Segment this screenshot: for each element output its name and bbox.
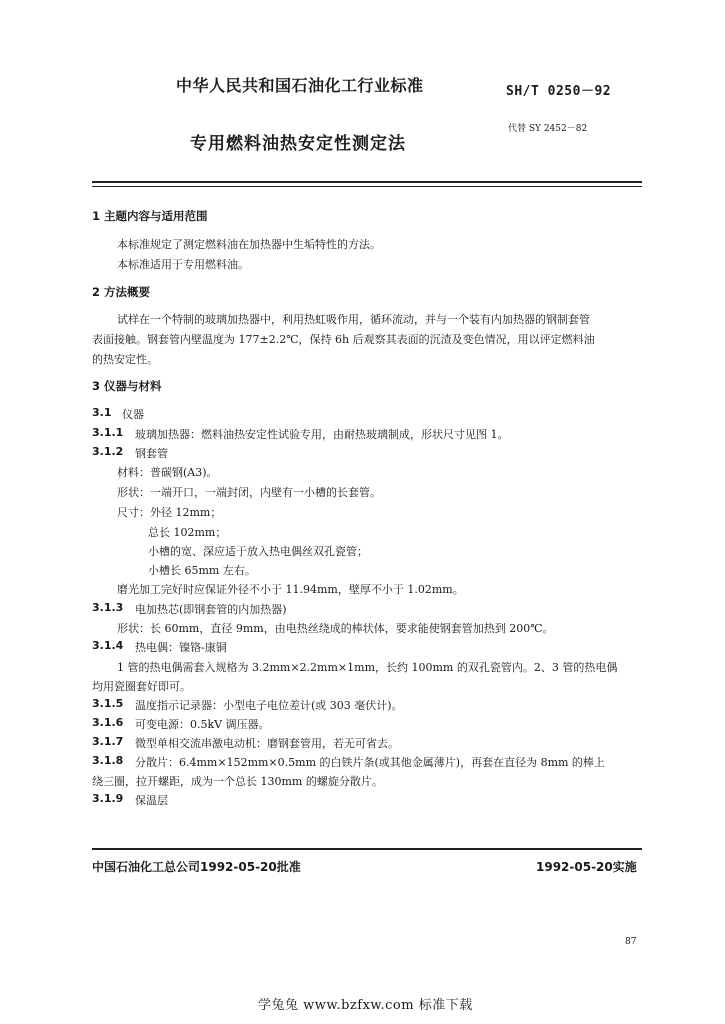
- section-1-line-1: 本标准规定了测定燃料油在加热器中生垢特性的方法。: [117, 238, 381, 251]
- approval-text: 中国石油化工总公司1992-05-20批准: [92, 860, 301, 874]
- replaces-note: 代替 SY 2452－82: [508, 124, 588, 134]
- item-number: 3.1.4: [92, 639, 124, 652]
- section-1-heading: 1 主题内容与适用范围: [92, 209, 208, 223]
- size-line: 总长 102mm；: [148, 526, 227, 539]
- section-2-line-3: 的热安定性。: [92, 353, 158, 366]
- item-text: 微型单相交流串激电动机：磨钢套管用，若无可省去。: [135, 737, 399, 750]
- section-2-line-2: 表面接触。钢套管内壁温度为 177±2.2℃，保持 6h 后观察其表面的沉渣及变色情况，用以评定燃料油: [92, 333, 595, 346]
- item-text: 钢套管: [135, 447, 168, 460]
- document-title: 专用燃料油热安定性测定法: [190, 134, 406, 154]
- item-text: 电加热芯(即钢套管的内加热器): [135, 603, 287, 616]
- item-text: 仪器: [122, 408, 144, 421]
- shape-line: 形状：一端开口，一端封闭，内壁有一小槽的长套管。: [117, 486, 381, 499]
- item-number: 3.1.2: [92, 445, 124, 458]
- footer-divider: [92, 848, 642, 850]
- item-number: 3.1.9: [92, 792, 124, 805]
- standard-code: SH/T 0250－92: [506, 84, 612, 99]
- item-text: 温度指示记录器：小型电子电位差计(或 303 毫伏计)。: [135, 699, 403, 712]
- item-text: 保温层: [135, 794, 168, 807]
- size-line: 尺寸：外径 12mm；: [117, 506, 222, 519]
- item-text-cont: 绕三圈，拉开螺距，成为一个总长 130mm 的螺旋分散片。: [92, 775, 383, 788]
- polish-line: 磨光加工完好时应保证外径不小于 11.94mm，壁厚不小于 1.02mm。: [117, 583, 464, 596]
- item-number: 3.1.3: [92, 601, 124, 614]
- item-number: 3.1.7: [92, 735, 124, 748]
- size-line: 小槽长 65mm 左右。: [148, 564, 256, 577]
- material-line: 材料：普碳钢(A3)。: [117, 466, 218, 479]
- item-number: 3.1.8: [92, 754, 124, 767]
- item-text: 热电偶：镍铬-康铜: [135, 641, 227, 654]
- item-number: 3.1.5: [92, 697, 124, 710]
- item-text: 玻璃加热器：燃料油热安定性试验专用，由耐热玻璃制成，形状尺寸见图 1。: [135, 428, 509, 441]
- item-text: 分散片：6.4mm×152mm×0.5mm 的白铁片条(或其他金属薄片)，再套在直径为 8mm 的棒上: [135, 756, 605, 769]
- section-3-heading: 3 仪器与材料: [92, 379, 162, 393]
- header-divider-thin: [92, 186, 642, 187]
- item-text: 可变电源：0.5kV 调压器。: [135, 718, 270, 731]
- effective-text: 1992-05-20实施: [536, 860, 637, 874]
- thermocouple-line-2: 均用瓷圈套好即可。: [92, 680, 191, 693]
- page-number: 87: [625, 937, 637, 947]
- section-2-heading: 2 方法概要: [92, 285, 151, 299]
- item-number: 3.1.6: [92, 716, 124, 729]
- standard-category-title: 中华人民共和国石油化工行业标准: [176, 76, 424, 95]
- item-number: 3.1: [92, 406, 112, 419]
- watermark: 学兔兔 www.bzfxw.com 标准下载: [258, 998, 473, 1013]
- section-1-line-2: 本标准适用于专用燃料油。: [117, 258, 249, 271]
- item-number: 3.1.1: [92, 426, 124, 439]
- thermocouple-line-1: 1 管的热电偶需套入规格为 3.2mm×2.2mm×1mm，长约 100mm 的双孔瓷管内。2、3 管的热电偶: [117, 661, 618, 674]
- header-divider: [92, 181, 642, 183]
- size-line: 小槽的宽、深应适于放入热电偶丝双孔瓷管；: [148, 545, 368, 558]
- section-2-line-1: 试样在一个特制的玻璃加热器中，利用热虹吸作用，循环流动，并与一个装有内加热器的钢制套管: [117, 313, 590, 326]
- shape-line: 形状：长 60mm，直径 9mm，由电热丝绕成的棒状体，要求能使钢套管加热到 200℃。: [117, 622, 554, 635]
